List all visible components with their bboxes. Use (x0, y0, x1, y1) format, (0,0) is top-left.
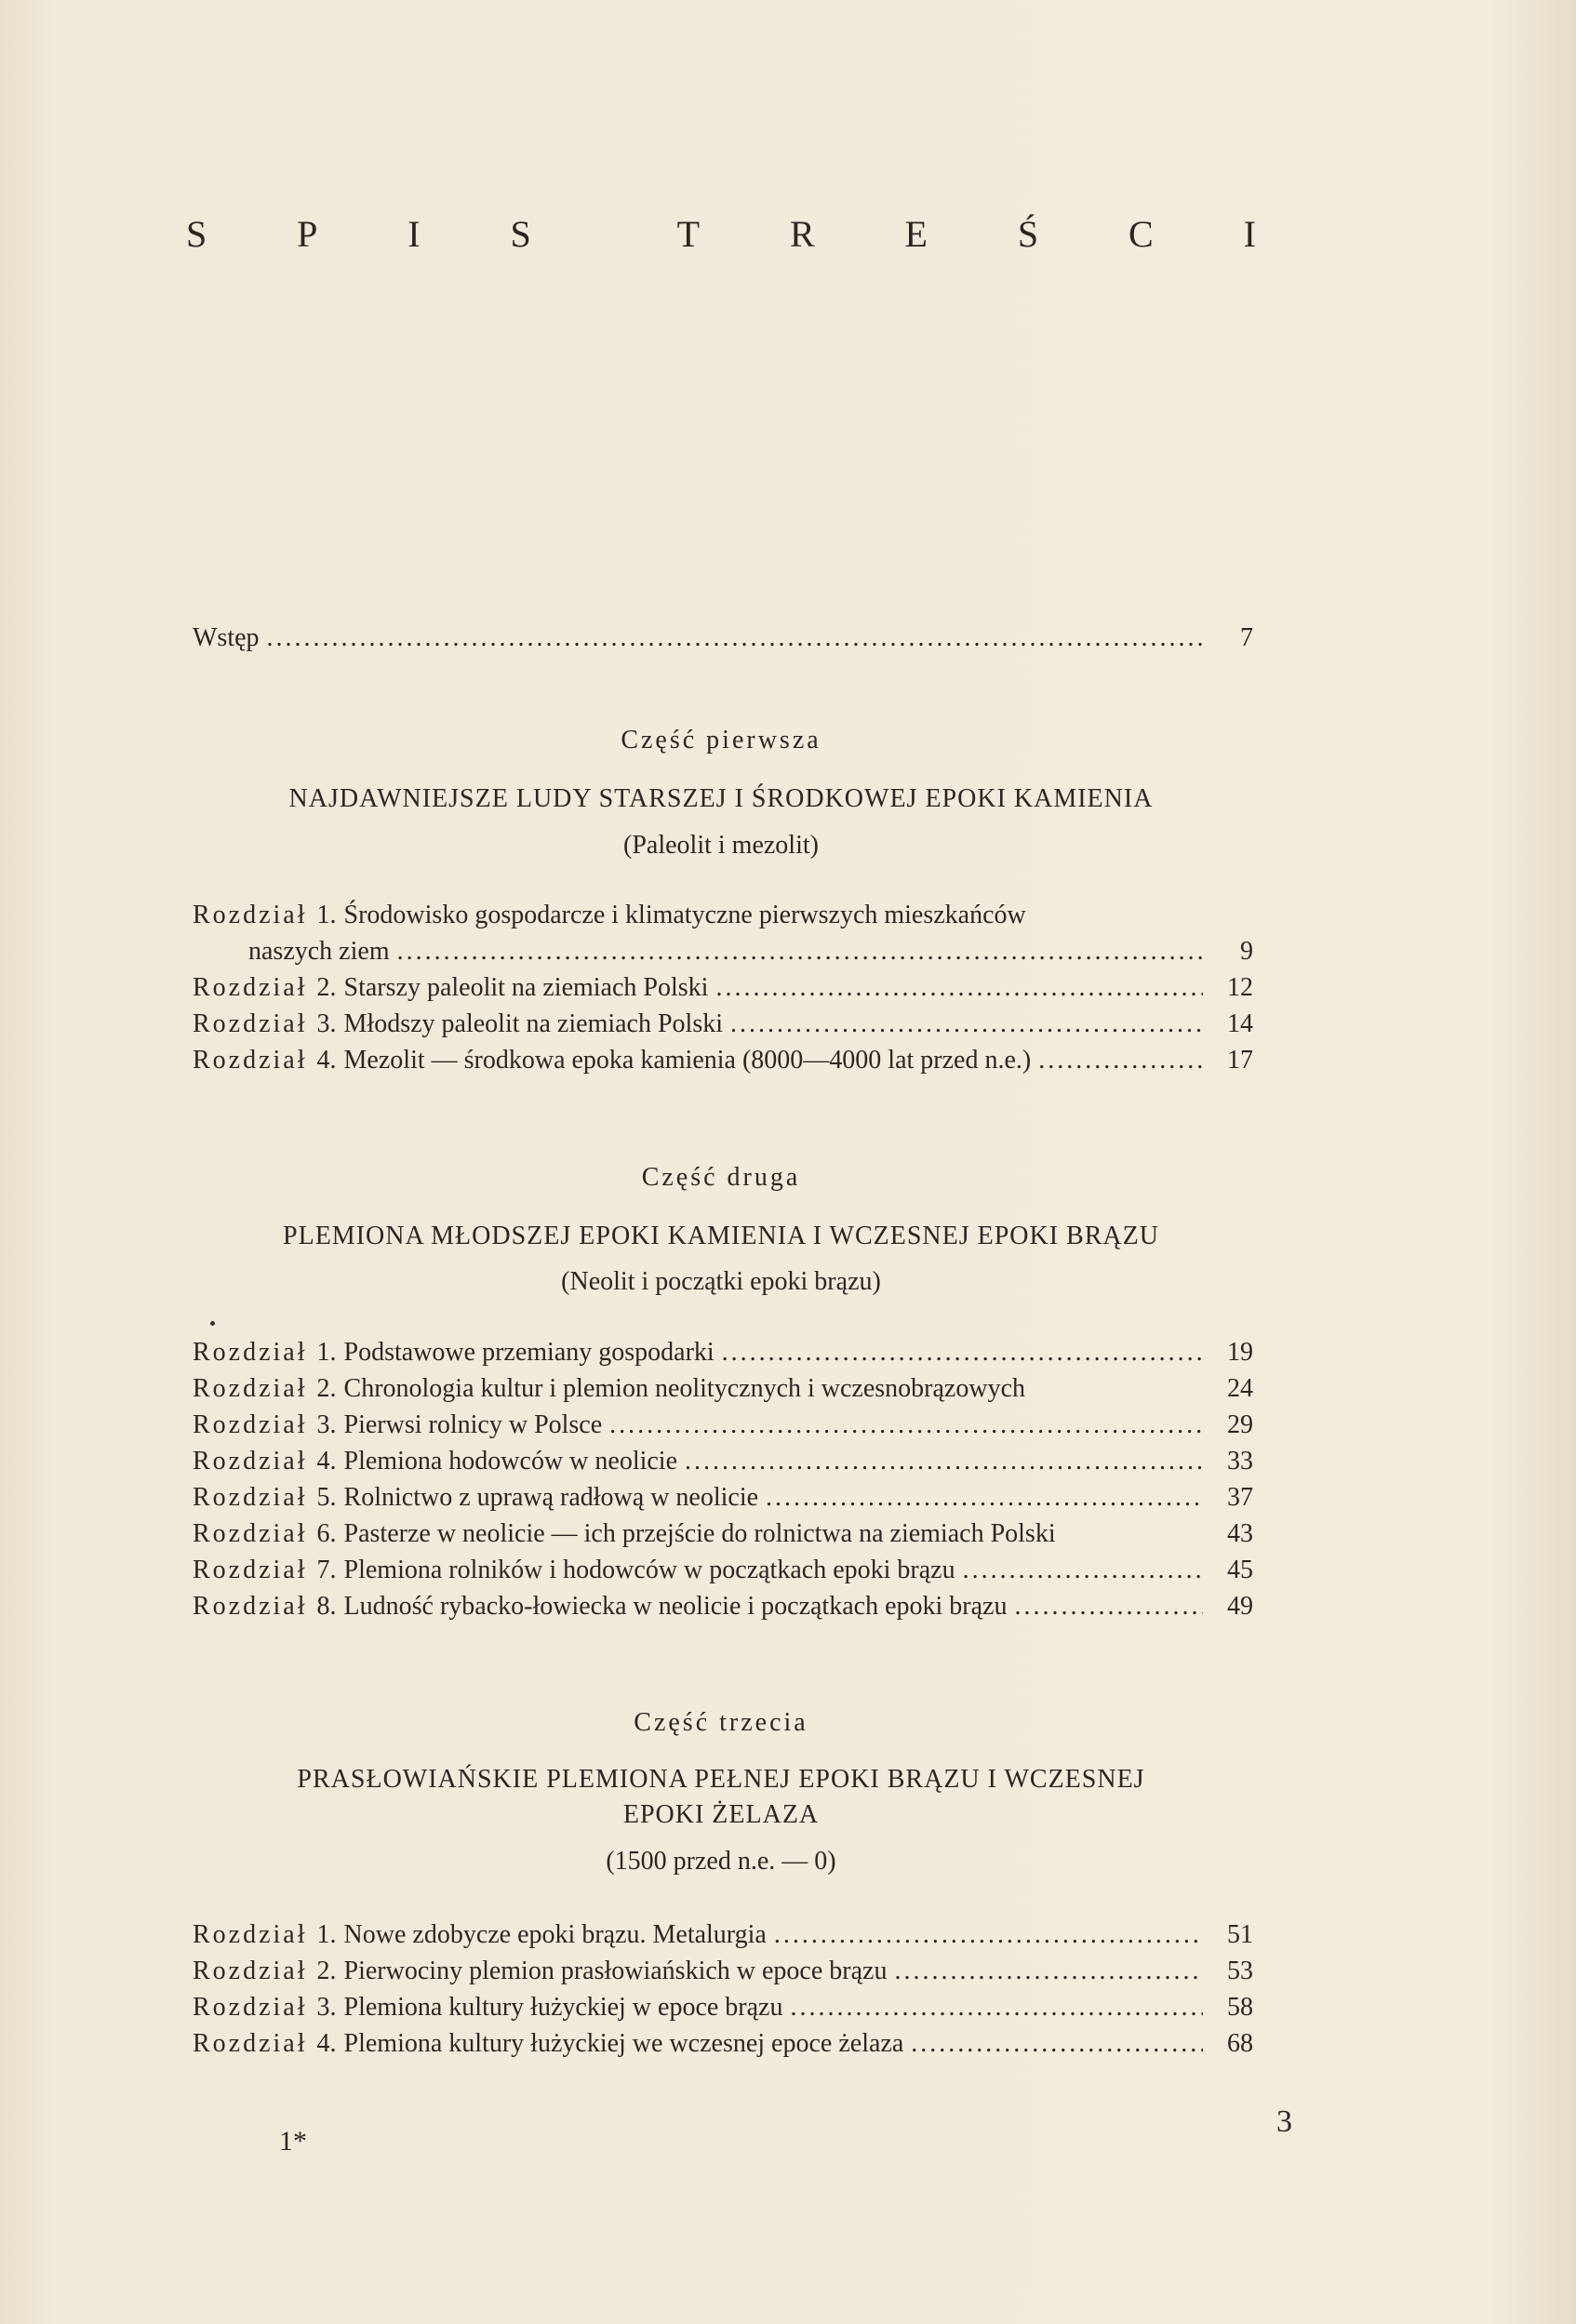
chapter-title: Rolnictwo z uprawą radłową w neolicie (343, 1483, 759, 1512)
toc-entry-continuation[interactable] (193, 935, 1253, 968)
leader-dots (609, 1409, 1203, 1442)
chapter-title: Pasterze w neolicie — ich przejście do rolnictwa na ziemiach Polski (343, 1519, 1056, 1548)
title-letter: R (789, 213, 815, 255)
toc-entry[interactable] (193, 1554, 1253, 1587)
toc-page-number: 29 (1227, 1410, 1253, 1439)
toc-page-number: 19 (1227, 1338, 1253, 1367)
toc-page-number: 53 (1227, 1957, 1253, 1985)
chapter-title: Nowe zdobycze epoki brązu. Metalurgia (343, 1920, 767, 1949)
chapter-prefix: Rozdział (193, 2029, 308, 2058)
chapter-title: Plemiona hodowców w neolicie (343, 1447, 678, 1476)
leader-dots (267, 621, 1203, 655)
chapter-number: 1. (316, 1920, 337, 1949)
leader-dots (715, 971, 1203, 1005)
chapter-number: 3. (316, 1410, 337, 1439)
chapter-prefix: Rozdział (193, 1410, 308, 1439)
chapter-title: Młodszy paleolit na ziemiach Polski (343, 1009, 724, 1038)
chapter-title: Pierwsi rolnicy w Polsce (343, 1410, 603, 1439)
title-letter: S (510, 213, 531, 255)
toc-page-number: 14 (1227, 1009, 1253, 1038)
chapter-prefix: Rozdział (193, 973, 308, 1002)
toc-page-number: 45 (1227, 1556, 1253, 1584)
chapter-title: Plemiona kultury łużyckiej we wczesnej epoce żelaza (343, 2029, 904, 2058)
chapter-number: 3. (316, 1993, 337, 2022)
page-number: 3 (1276, 2104, 1292, 2139)
toc-page-number: 43 (1227, 1519, 1253, 1548)
toc-entry[interactable] (193, 1955, 1253, 1988)
chapter-title: Plemiona kultury łużyckiej w epoce brązu (343, 1993, 783, 2022)
toc-page-number: 51 (1227, 1920, 1253, 1949)
toc-entry[interactable] (193, 1590, 1253, 1623)
chapter-prefix: Rozdział (193, 1483, 308, 1512)
leader-dots (790, 1991, 1203, 2024)
chapter-prefix: Rozdział (193, 1009, 308, 1038)
part-title (186, 1762, 1256, 1833)
chapter-number: 2. (316, 1957, 337, 1985)
chapter-number: 1. (316, 1338, 337, 1367)
toc-entry[interactable] (193, 1044, 1253, 1077)
toc-entry[interactable] (193, 971, 1253, 1005)
title-letter: I (1243, 213, 1256, 255)
chapter-prefix: Rozdział (193, 1519, 308, 1548)
title-letter: T (676, 213, 701, 255)
chapter-number: 4. (316, 1046, 337, 1075)
toc-page-number: 49 (1227, 1592, 1253, 1621)
title-letter: C (1129, 213, 1154, 255)
chapter-number: 4. (316, 2029, 337, 2058)
toc-entry[interactable] (193, 1445, 1253, 1478)
leader-dots (722, 1336, 1203, 1369)
chapter-number: 5. (316, 1483, 337, 1512)
chapter-number: 4. (316, 1447, 337, 1476)
toc-page-number: 37 (1227, 1483, 1253, 1512)
toc-entry[interactable] (193, 1991, 1253, 2024)
printer-signature: 1* (279, 2126, 307, 2157)
leader-dots (963, 1554, 1203, 1587)
chapter-number: 2. (316, 973, 337, 1002)
page-title (186, 212, 1256, 256)
title-letter: P (297, 213, 318, 255)
toc-page-number: 24 (1227, 1374, 1253, 1403)
chapter-prefix: Rozdział (193, 1957, 308, 1985)
part-subtitle: (Neolit i początki epoki brązu) (561, 1267, 881, 1296)
ink-speck (210, 1321, 215, 1326)
part-subtitle: (Paleolit i mezolit) (623, 831, 819, 860)
part-label: Część druga (641, 1163, 801, 1192)
toc-page-number: 33 (1227, 1447, 1253, 1476)
toc-page-number: 68 (1227, 2029, 1253, 2058)
chapter-prefix: Rozdział (193, 1556, 308, 1584)
leader-dots (911, 2027, 1203, 2061)
part-label: Część trzecia (634, 1708, 808, 1737)
part-subtitle: (1500 przed n.e. — 0) (606, 1847, 836, 1876)
toc-entry[interactable] (193, 1517, 1253, 1551)
part-title-line: PRASŁOWIAŃSKIE PLEMIONA PEŁNEJ EPOKI BRĄZU I WCZESNEJ (297, 1765, 1145, 1794)
leader-dots (766, 1481, 1203, 1515)
title-letter: E (904, 213, 928, 255)
toc-entry[interactable] (193, 1481, 1253, 1515)
chapter-prefix: Rozdział (193, 1993, 308, 2022)
chapter-title: Mezolit — środkowa epoka kamienia (8000—4000 lat przed n.e.) (343, 1046, 1032, 1075)
leader-dots (894, 1955, 1203, 1988)
chapter-title: Starszy paleolit na ziemiach Polski (343, 973, 709, 1002)
toc-page-number: 12 (1227, 973, 1253, 1002)
chapter-prefix: Rozdział (193, 901, 308, 929)
title-letter: Ś (1017, 213, 1039, 255)
chapter-title: Chronologia kultur i plemion neolitycznych i wczesnobrązowych (343, 1374, 1026, 1403)
toc-page-number: 58 (1227, 1993, 1253, 2022)
chapter-prefix: Rozdział (193, 1046, 308, 1075)
chapter-prefix: Rozdział (193, 1920, 308, 1949)
chapter-prefix: Rozdział (193, 1374, 308, 1403)
toc-entry[interactable] (193, 1372, 1253, 1406)
part-title-line: EPOKI ŻELAZA (622, 1800, 820, 1829)
part-title: NAJDAWNIEJSZE LUDY STARSZEJ I ŚRODKOWEJ EPOKI KAMIENIA (288, 784, 1154, 813)
chapter-title-continued: naszych ziem (248, 937, 390, 966)
chapter-prefix: Rozdział (193, 1592, 308, 1621)
toc-page-number: 9 (1240, 937, 1253, 966)
toc-entry[interactable] (193, 1008, 1253, 1041)
toc-entry-intro[interactable] (193, 621, 1253, 655)
chapter-prefix: Rozdział (193, 1338, 308, 1367)
leader-dots (774, 1918, 1203, 1952)
leader-dots (1038, 1044, 1203, 1077)
chapter-prefix: Rozdział (193, 1447, 308, 1476)
toc-entry[interactable] (193, 1409, 1253, 1442)
chapter-title: Ludność rybacko-łowiecka w neolicie i początkach epoki brązu (343, 1592, 1008, 1621)
leader-dots (397, 935, 1203, 968)
toc-entry[interactable] (193, 2027, 1253, 2061)
toc-entry[interactable] (193, 1918, 1253, 1952)
chapter-title: Podstawowe przemiany gospodarki (343, 1338, 715, 1367)
part-title: PLEMIONA MŁODSZEJ EPOKI KAMIENIA I WCZESNEJ EPOKI BRĄZU (283, 1222, 1159, 1250)
part-label: Część pierwsza (621, 726, 821, 755)
title-letter: S (186, 213, 207, 255)
toc-page-number: 7 (1240, 623, 1253, 652)
chapter-number: 8. (316, 1592, 337, 1621)
chapter-number: 3. (316, 1009, 337, 1038)
toc-entry[interactable] (193, 899, 1253, 932)
leader-dots (730, 1008, 1203, 1041)
chapter-title: Plemiona rolników i hodowców w początkach epoki brązu (343, 1556, 955, 1584)
toc-entry[interactable] (193, 1336, 1253, 1369)
chapter-number: 7. (316, 1556, 337, 1584)
chapter-title: Pierwociny plemion prasłowiańskich w epoce brązu (343, 1957, 888, 1985)
toc-page-number: 17 (1227, 1046, 1253, 1075)
toc-entry-label: Wstęp (193, 623, 260, 652)
chapter-number: 2. (316, 1374, 337, 1403)
title-letter: I (407, 213, 421, 255)
chapter-number: 1. (316, 901, 337, 929)
chapter-number: 6. (316, 1519, 337, 1548)
leader-dots (1014, 1590, 1203, 1623)
chapter-title: Środowisko gospodarcze i klimatyczne pierwszych mieszkańców (343, 901, 1026, 929)
leader-dots (685, 1445, 1203, 1478)
